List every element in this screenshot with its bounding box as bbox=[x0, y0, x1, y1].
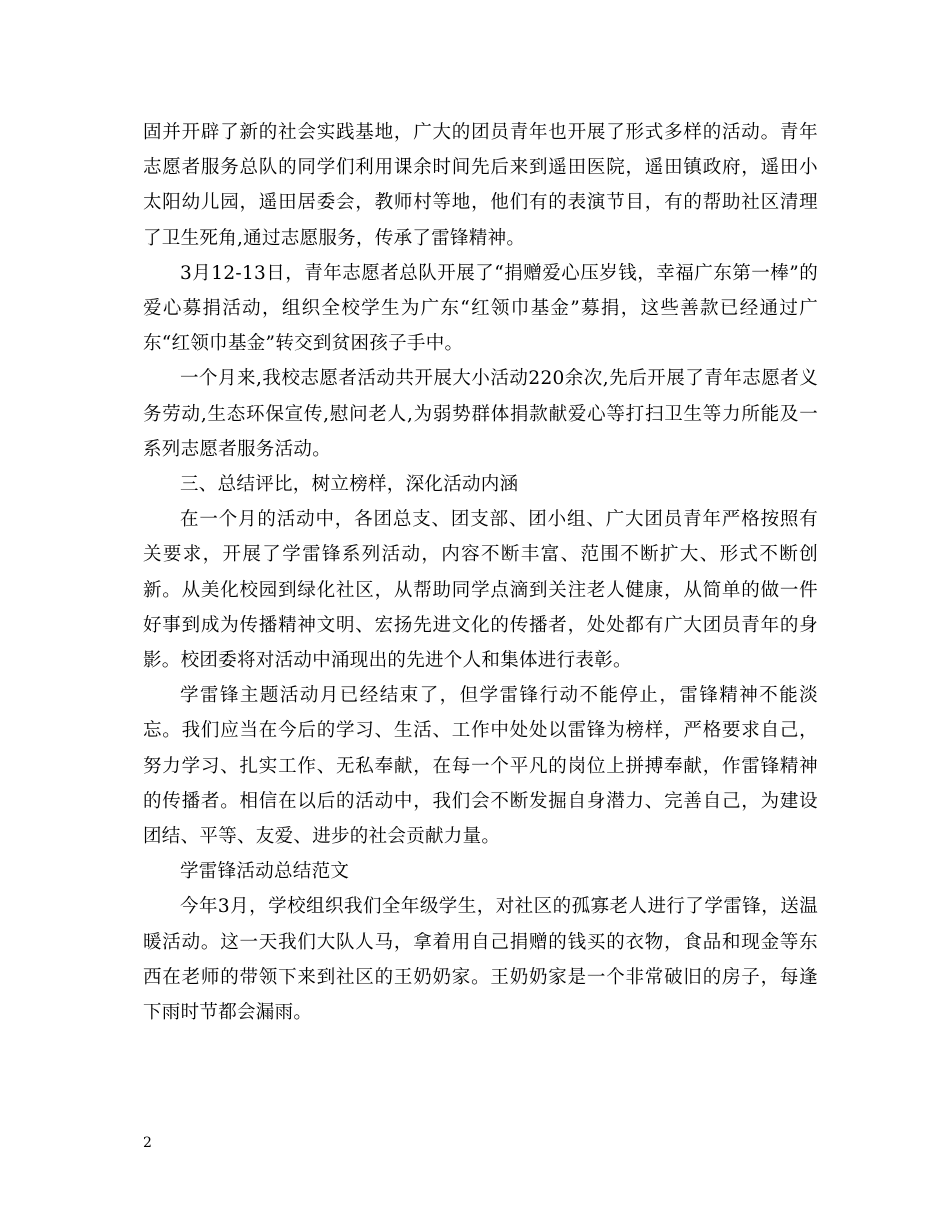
paragraph-continuation: 固并开辟了新的社会实践基地，广大的团员青年也开展了形式多样的活动。青年志愿者服务总队的同学们利用课余时间先后来到遥田医院，遥田镇政府，遥田小太阳幼儿园，遥田居委会，教师村等地，他们有的表演节目，有的帮助社区清理了卫生死角,通过志愿服务，传承了雷锋精神。 bbox=[143, 122, 818, 249]
paragraph-activities: 在一个月的活动中，各团总支、团支部、团小组、广大团员青年严格按照有关要求，开展了学雷锋系列活动，内容不断丰富、范围不断扩大、形式不断创新。从美化校园到绿化社区，从帮助同学点滴到关注老人健康，从简单的做一件好事到成为传播精神文明、宏扬先进文化的传播者，处处都有广大团员青年的身影。校团委将对活动中涌现出的先进个人和集体进行表彰。 bbox=[143, 509, 818, 672]
paragraph-fundraising: 3月12-13日，青年志愿者总队开展了“捐赠爱心压岁钱，幸福广东第一棒”的爱心募捐活动，组织全校学生为广东“红领巾基金”募捐，这些善款已经通过广东“红领巾基金”转交到贫困孩子手中。 bbox=[143, 262, 818, 355]
sample-title: 学雷锋活动总结范文 bbox=[180, 861, 350, 883]
document-body bbox=[143, 115, 818, 1030]
paragraph-conclusion: 学雷锋主题活动月已经结束了，但学雷锋行动不能停止，雷锋精神不能淡忘。我们应当在今后的学习、生活、工作中处处以雷锋为榜样，严格要求自己，努力学习、扎实工作、无私奉献，在每一个平凡的岗位上拼搏奉献，作雷锋精神的传播者。相信在以后的活动中，我们会不断发掘自身潜力、完善自己，为建设团结、平等、友爱、进步的社会贡献力量。 bbox=[143, 685, 818, 848]
page-number: 2 bbox=[143, 1135, 152, 1151]
section-heading: 三、总结评比，树立榜样，深化活动内涵 bbox=[180, 474, 519, 496]
paragraph-sample: 今年3月，学校组织我们全年级学生，对社区的孤寡老人进行了学雷锋，送温暖活动。这一天我们大队人马，拿着用自己捐赠的钱买的衣物，食品和现金等东西在老师的带领下来到社区的王奶奶家。王奶奶家是一个非常破旧的房子，每逢下雨时节都会漏雨。 bbox=[143, 896, 818, 1024]
paragraph-volunteer-summary: 一个月来,我校志愿者活动共开展大小活动220余次,先后开展了青年志愿者义务劳动,生态环保宣传,慰问老人,为弱势群体捐款献爱心等打扫卫生等力所能及一系列志愿者服务活动。 bbox=[143, 368, 818, 460]
